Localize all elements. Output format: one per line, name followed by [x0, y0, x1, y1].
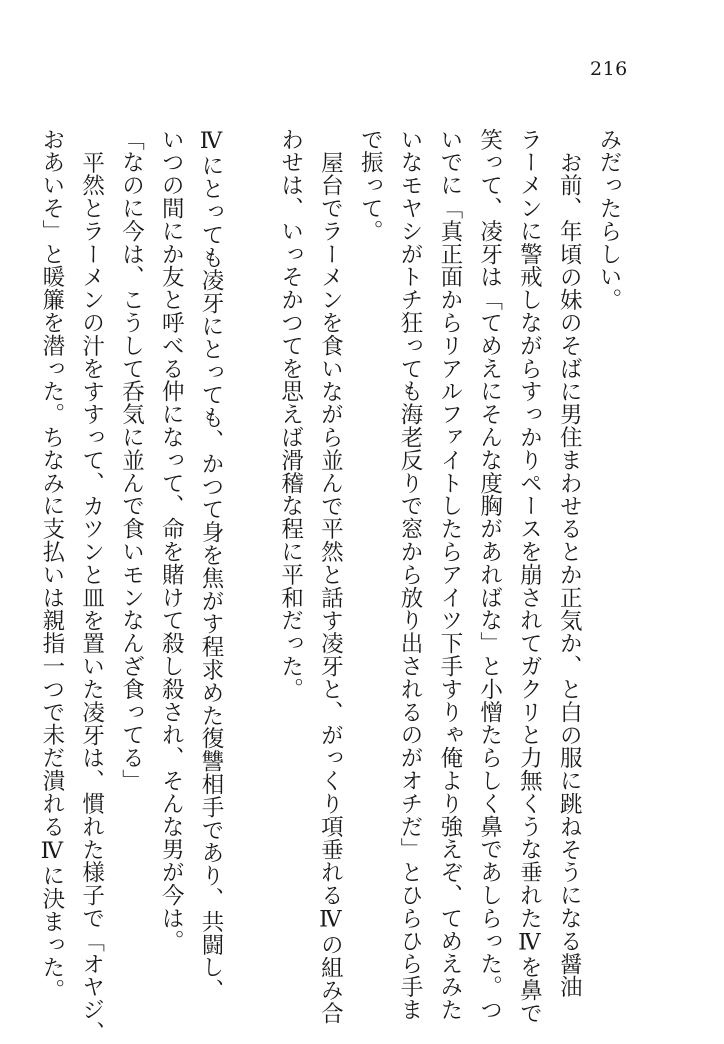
text-line: お前、年頃の妹のそばに男住まわせるとか正気か、と白の服に跳ねそうになる醤油	[556, 150, 583, 998]
text-line: 「なのに今は、こうして呑気に並んで食いモンなんざ食ってる」	[118, 128, 145, 793]
blank-line	[230, 128, 270, 968]
text-line: いでに「真正面からリアルファイトしたらアイツ下手すりゃ俺より強えぞ、てめえみた	[436, 128, 463, 1022]
text-line: おあいそ」と暖簾を潜った。ちなみに支払いは親指一つで未だ潰れるⅣに決まった。	[38, 128, 65, 1002]
text-line: いつの間にか友と呼べる仲になって、命を賭けて殺し殺され、そんな男が今は。	[158, 128, 185, 953]
page-number: 216	[590, 58, 628, 80]
text-line: 笑って、凌牙は「てめえにそんな度胸があればな」と小憎たらしく鼻であしらった。つ	[476, 128, 503, 1022]
text-line: Ⅳにとっても凌牙にとっても、かつて身を焦がす程求めた復讐相手であり、共闘し、	[198, 128, 225, 1002]
text-line: 平然とラーメンの汁をすすって、カツンと皿を置いた凌牙は、慣れた様子で「オヤジ、	[78, 150, 105, 1044]
text-line: 屋台でラーメンを食いながら並んで平然と話す凌牙と、がっくり項垂れるⅣの組み合	[317, 150, 344, 1025]
text-line: いなモヤシがトチ狂っても海老反りで窓から放り出されるのがオチだ」とひらひら手ま	[397, 128, 424, 1022]
text-line: みだったらしい。	[596, 128, 622, 312]
text-line: ラーメンに警戒しながらすっかりペースを崩されてガクリと力無くうな垂れたⅣを鼻で	[516, 128, 543, 1025]
text-line: わせは、いっそかつてを思えば滑稽な程に平和だった。	[277, 128, 304, 701]
text-line: で振って。	[357, 128, 384, 243]
vertical-body-text	[0, 128, 628, 1044]
blank-line	[0, 128, 31, 968]
